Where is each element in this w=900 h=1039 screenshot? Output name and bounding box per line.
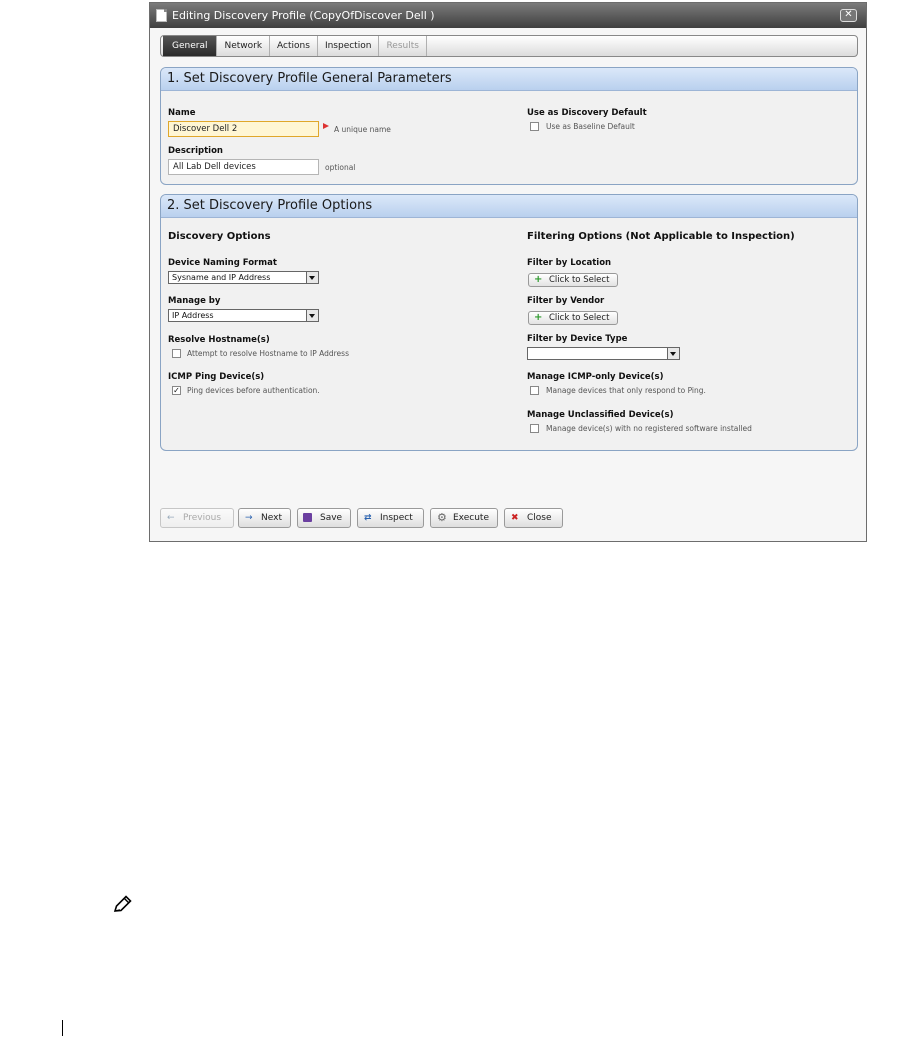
baseline-default-checkbox[interactable]	[530, 122, 539, 131]
icmp-only-text: Manage devices that only respond to Ping.	[546, 386, 706, 395]
page-margin-mark	[62, 1020, 63, 1036]
dialog-titlebar	[150, 3, 866, 28]
required-flag-icon	[323, 123, 329, 129]
save-icon	[303, 513, 312, 522]
chevron-down-icon	[306, 272, 318, 283]
tab-general[interactable]: General	[163, 36, 217, 56]
profile-options-title: 2. Set Discovery Profile Options	[161, 195, 857, 218]
name-input[interactable]	[168, 121, 319, 137]
naming-format-value: Sysname and IP Address	[172, 273, 271, 282]
baseline-default-text: Use as Baseline Default	[546, 122, 635, 131]
resolve-hostname-checkbox[interactable]	[172, 349, 181, 358]
chevron-down-icon	[667, 348, 679, 359]
execute-button-label: Execute	[453, 513, 489, 523]
filtering-options-heading: Filtering Options (Not Applicable to Inspection)	[527, 231, 795, 242]
gear-icon: ⚙	[437, 511, 447, 524]
dialog-title: Editing Discovery Profile (CopyOfDiscover Dell )	[172, 9, 435, 22]
tab-inspection[interactable]: Inspection	[318, 36, 380, 56]
document-icon	[156, 9, 167, 22]
description-input[interactable]	[168, 159, 319, 175]
plus-icon: +	[534, 274, 543, 285]
filter-vendor-button[interactable]	[528, 311, 618, 325]
close-x-icon: ✖	[511, 513, 519, 523]
description-hint: optional	[325, 163, 356, 172]
arrow-left-icon: ←	[167, 513, 175, 523]
manage-by-label: Manage by	[168, 296, 221, 306]
unclassified-checkbox[interactable]	[530, 424, 539, 433]
close-button[interactable]	[504, 508, 563, 528]
unclassified-text: Manage device(s) with no registered software installed	[546, 424, 752, 433]
naming-format-select[interactable]	[168, 271, 319, 284]
tab-network[interactable]: Network	[217, 36, 270, 56]
swap-icon: ⇄	[364, 513, 372, 523]
previous-button[interactable]	[160, 508, 234, 528]
filter-location-button-label: Click to Select	[549, 275, 610, 285]
save-button[interactable]	[297, 508, 351, 528]
discovery-default-label: Use as Discovery Default	[527, 108, 647, 118]
resolve-hostname-text: Attempt to resolve Hostname to IP Address	[187, 349, 349, 358]
name-hint: A unique name	[334, 125, 391, 134]
discovery-options-heading: Discovery Options	[168, 231, 271, 242]
general-parameters-panel	[160, 67, 858, 185]
note-pencil-icon	[112, 893, 134, 915]
resolve-hostname-label: Resolve Hostname(s)	[168, 335, 270, 345]
description-label: Description	[168, 146, 223, 156]
tab-actions[interactable]: Actions	[270, 36, 318, 56]
next-button-label: Next	[261, 513, 282, 523]
tab-bar	[160, 35, 858, 57]
icmp-ping-checkbox[interactable]: ✓	[173, 386, 180, 395]
profile-options-panel	[160, 194, 858, 451]
naming-format-label: Device Naming Format	[168, 258, 277, 268]
discovery-profile-dialog	[149, 2, 867, 542]
chevron-down-icon	[306, 310, 318, 321]
filter-device-type-label: Filter by Device Type	[527, 334, 628, 344]
manage-by-value: IP Address	[172, 311, 214, 320]
next-button[interactable]	[238, 508, 291, 528]
previous-button-label: Previous	[183, 513, 222, 523]
save-button-label: Save	[320, 513, 343, 523]
name-label: Name	[168, 108, 196, 118]
tab-results[interactable]: Results	[379, 36, 427, 56]
icmp-ping-label: ICMP Ping Device(s)	[168, 372, 265, 382]
icmp-ping-text: Ping devices before authentication.	[187, 386, 320, 395]
device-type-select[interactable]	[527, 347, 680, 360]
filter-location-label: Filter by Location	[527, 258, 612, 268]
filter-vendor-label: Filter by Vendor	[527, 296, 605, 306]
filter-location-button[interactable]	[528, 273, 618, 287]
inspect-button-label: Inspect	[380, 513, 413, 523]
plus-icon: +	[534, 312, 543, 323]
manage-by-select[interactable]	[168, 309, 319, 322]
execute-button[interactable]	[430, 508, 498, 528]
icmp-only-label: Manage ICMP-only Device(s)	[527, 372, 664, 382]
arrow-right-icon: →	[245, 513, 253, 523]
inspect-button[interactable]	[357, 508, 424, 528]
general-parameters-title: 1. Set Discovery Profile General Parameters	[161, 68, 857, 91]
filter-vendor-button-label: Click to Select	[549, 313, 610, 323]
unclassified-label: Manage Unclassified Device(s)	[527, 410, 674, 420]
icmp-only-checkbox[interactable]	[530, 386, 539, 395]
close-button-label: Close	[527, 513, 552, 523]
close-icon[interactable]: ✕	[840, 9, 857, 22]
